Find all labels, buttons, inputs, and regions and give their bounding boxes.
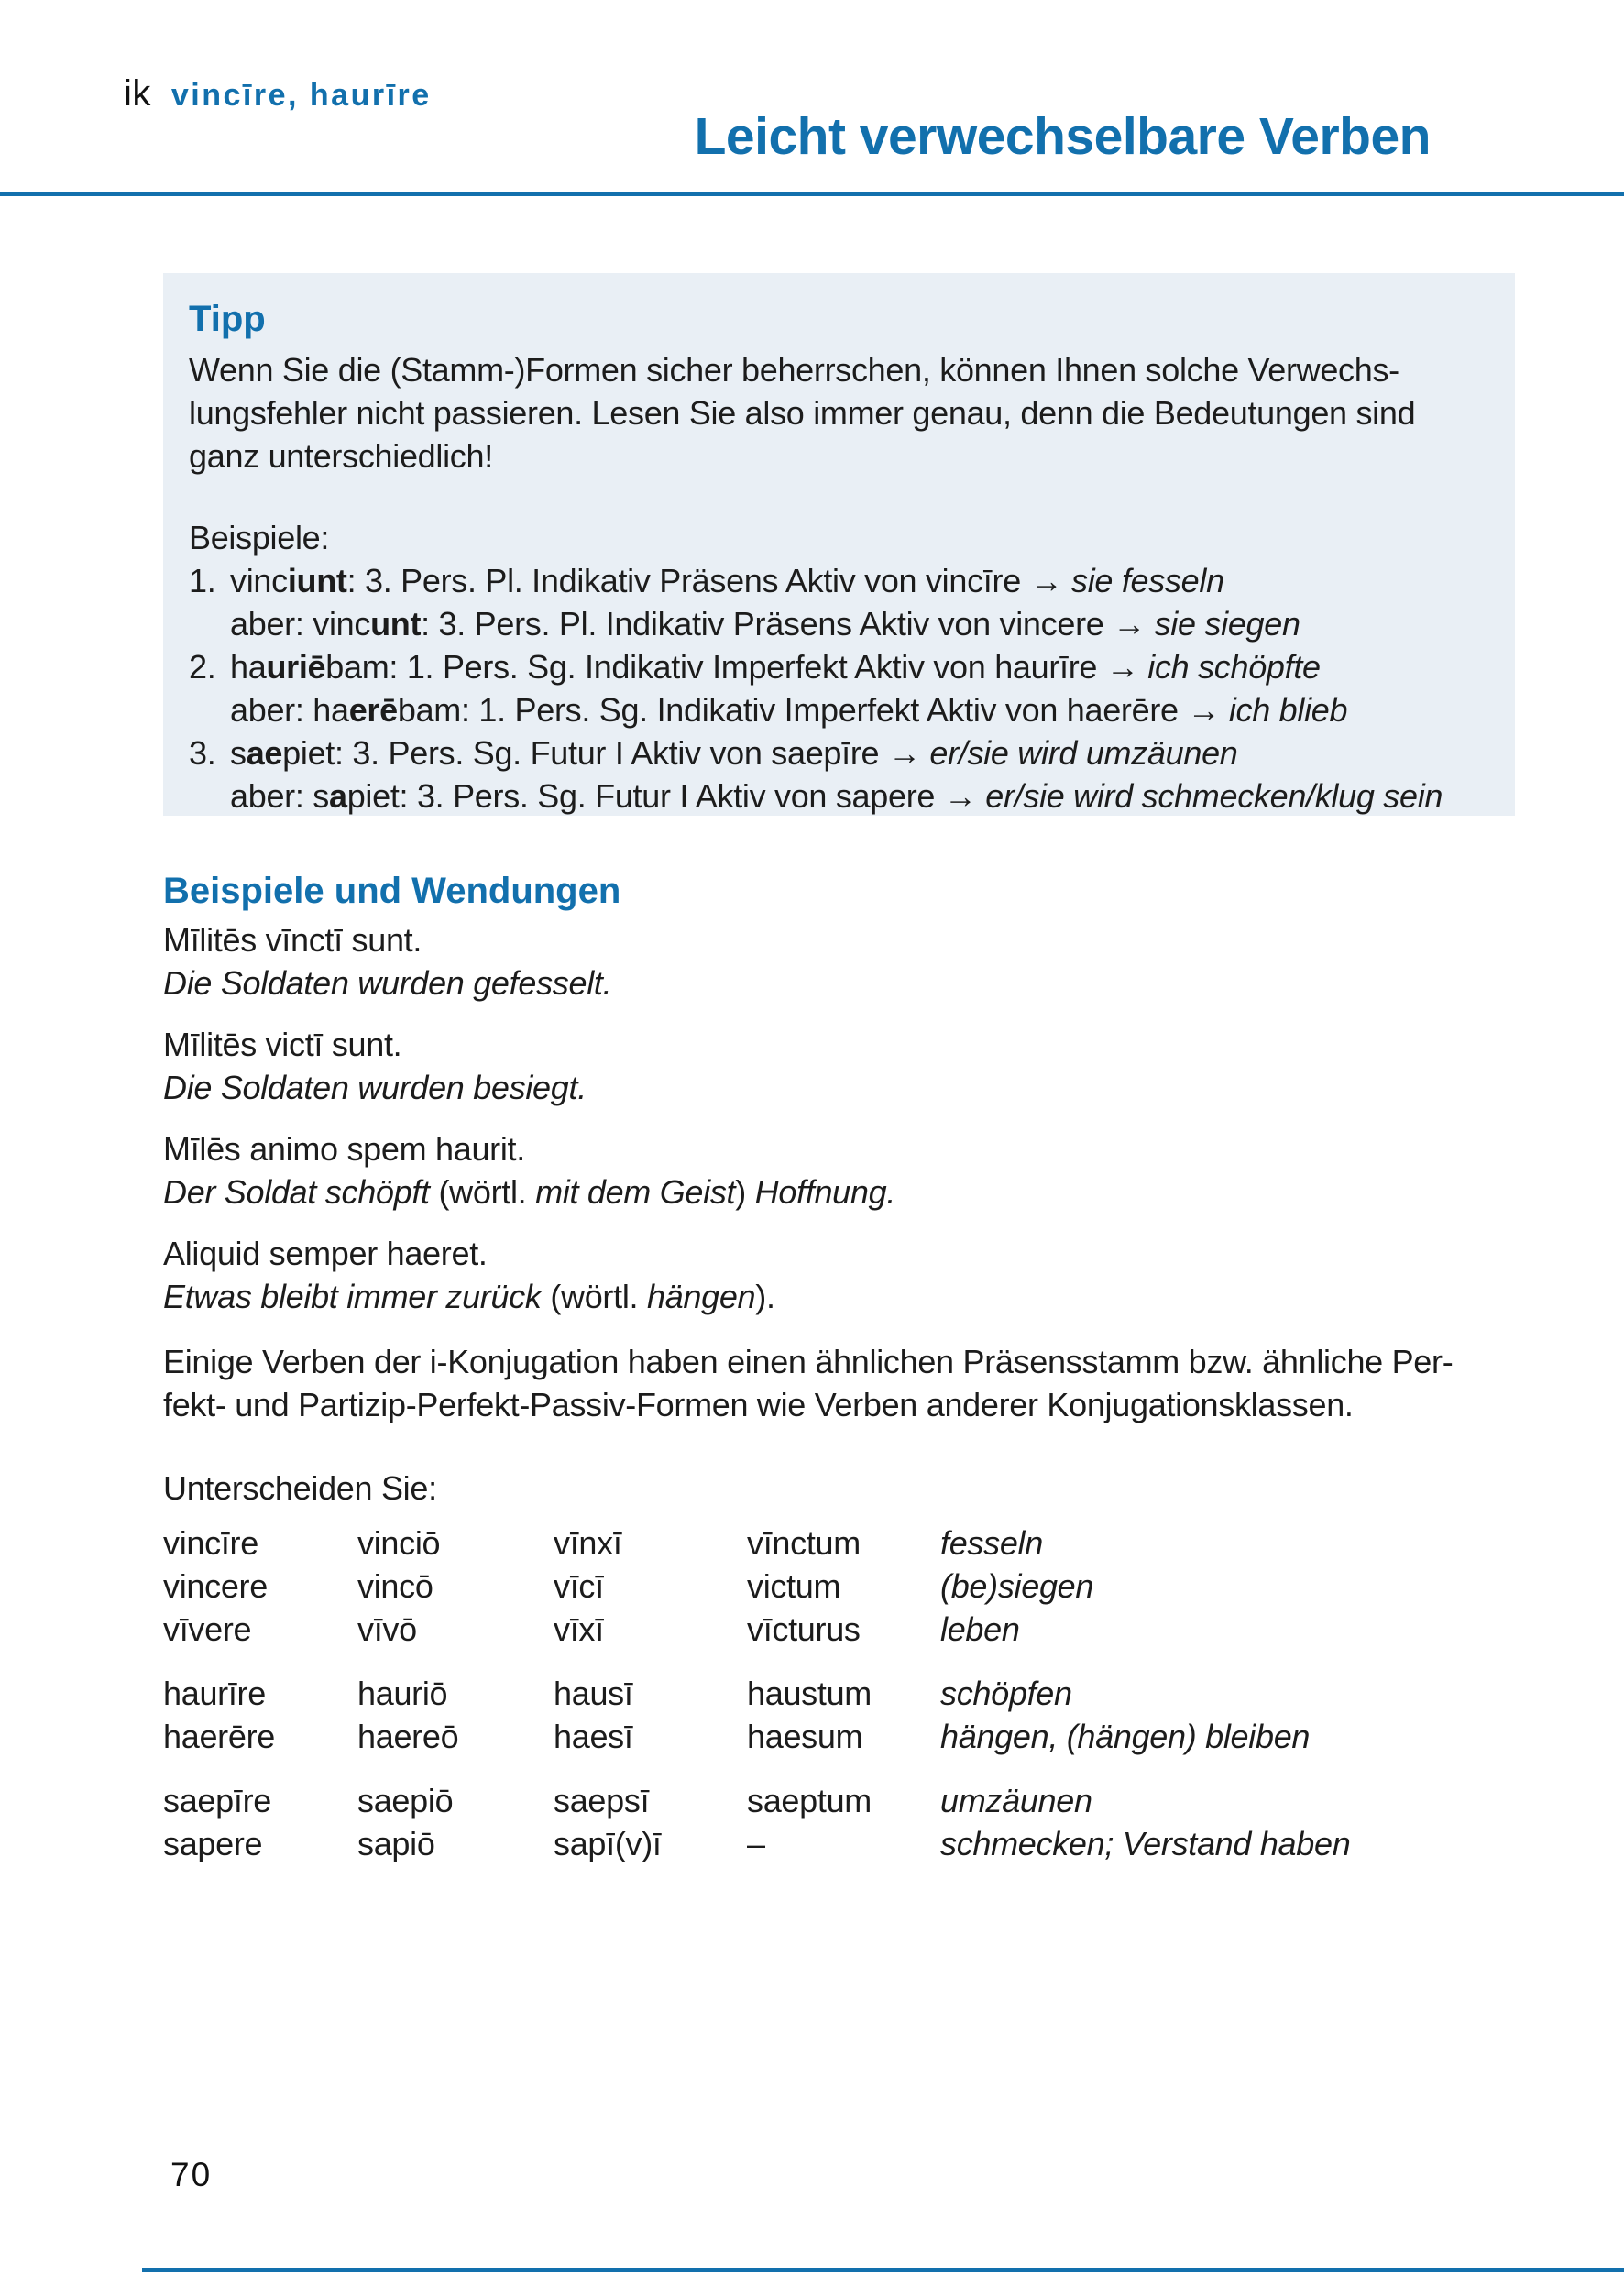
verb-perfect: vīnxī xyxy=(554,1524,622,1562)
verb-supine: victum xyxy=(747,1567,841,1605)
tip-paragraph-line: Wenn Sie die (Stamm-)Formen sicher beherrschen, können Ihnen solche Verwechs- xyxy=(189,351,1399,389)
verb-supine: vīnctum xyxy=(747,1524,861,1562)
verb-present: vincō xyxy=(357,1567,433,1605)
verb-present: sapiō xyxy=(357,1825,435,1862)
footer-rule xyxy=(142,2268,1624,2272)
german-translation: Die Soldaten wurden besiegt. xyxy=(163,1069,587,1106)
german-translation: Die Soldaten wurden gefesselt. xyxy=(163,964,612,1002)
verb-present: vinciō xyxy=(357,1524,441,1562)
example-text: saepiet: 3. Pers. Sg. Futur I Aktiv von saepīre → er/sie wird umzäunen xyxy=(230,734,1238,772)
verb-supine: haesum xyxy=(747,1718,863,1755)
verb-present: hauriō xyxy=(357,1675,448,1712)
verb-table-row xyxy=(163,1715,1515,1758)
german-translation: Der Soldat schöpft (wörtl. mit dem Geist) Hoffnung. xyxy=(163,1173,896,1211)
list-number: 3. xyxy=(189,734,216,772)
example-item-2-line-2: aber: haerēbam: 1. Pers. Sg. Indikativ Imperfekt Aktiv von haerēre → ich blieb xyxy=(230,691,1348,729)
verb-perfect: haesī xyxy=(554,1718,633,1755)
latin-sentence: Mīlitēs vīnctī sunt. xyxy=(163,921,422,959)
verb-table-row xyxy=(163,1779,1515,1822)
tip-paragraph-line: lungsfehler nicht passieren. Lesen Sie also immer genau, denn die Bedeutungen sind xyxy=(189,394,1416,432)
verb-meaning: (be)siegen xyxy=(940,1567,1094,1605)
phrase-pair xyxy=(163,1127,1515,1214)
conjugation-tag: ik xyxy=(124,73,151,114)
header-rule xyxy=(0,192,1624,196)
tip-box xyxy=(163,273,1515,816)
verb-table xyxy=(163,1521,1515,1865)
verb-supine: vīcturus xyxy=(747,1610,861,1648)
verb-infinitive: haurīre xyxy=(163,1675,266,1712)
examples-label: Beispiele: xyxy=(189,519,330,556)
distinguish-intro: Unterscheiden Sie: xyxy=(163,1469,437,1507)
verb-infinitive: sapere xyxy=(163,1825,263,1862)
page-title: Leicht verwechselbare Verben xyxy=(694,107,1431,166)
note-line: Einige Verben der i-Konjugation haben einen ähnlichen Präsensstamm bzw. ähnliche Per- xyxy=(163,1343,1454,1380)
example-item-1-line-2: aber: vincunt: 3. Pers. Pl. Indikativ Präsens Aktiv von vincere → sie siegen xyxy=(230,605,1300,643)
verb-meaning: schöpfen xyxy=(940,1675,1072,1712)
kicker-verbs: vincīre, haurīre xyxy=(170,78,432,113)
list-number: 1. xyxy=(189,562,216,599)
verb-table-row xyxy=(163,1565,1515,1608)
page-number: 70 xyxy=(170,2156,213,2193)
verb-table-row xyxy=(163,1521,1515,1565)
verb-meaning: fesseln xyxy=(940,1524,1043,1562)
page-content xyxy=(163,273,1515,1865)
example-item-3-line-2: aber: sapiet: 3. Pers. Sg. Futur I Aktiv von sapere → er/sie wird schmecken/klug sein xyxy=(230,777,1443,815)
verb-table-row xyxy=(163,1672,1515,1715)
verb-perfect: sapī(v)ī xyxy=(554,1825,662,1862)
verb-meaning: leben xyxy=(940,1610,1020,1648)
verb-meaning: schmecken; Verstand haben xyxy=(940,1825,1351,1862)
verb-present: saepiō xyxy=(357,1782,454,1819)
phrase-pair xyxy=(163,918,1515,1005)
verb-meaning: umzäunen xyxy=(940,1782,1092,1819)
verb-infinitive: vincere xyxy=(163,1567,268,1605)
list-number: 2. xyxy=(189,648,216,686)
verb-infinitive: saepīre xyxy=(163,1782,271,1819)
chapter-kicker xyxy=(124,73,432,115)
tip-heading: Tipp xyxy=(189,299,266,339)
note-line: fekt- und Partizip-Perfekt-Passiv-Formen wie Verben anderer Konjugationsklassen. xyxy=(163,1386,1354,1423)
latin-sentence: Aliquid semper haeret. xyxy=(163,1235,488,1272)
latin-sentence: Mīlitēs victī sunt. xyxy=(163,1026,402,1063)
verb-perfect: vīxī xyxy=(554,1610,604,1648)
verb-supine: – xyxy=(747,1825,765,1862)
verb-present: haereō xyxy=(357,1718,459,1755)
example-item-1-line-1 xyxy=(189,559,1487,602)
verb-table-row xyxy=(163,1608,1515,1651)
example-item-2-line-1 xyxy=(189,645,1487,688)
verb-perfect: saepsī xyxy=(554,1782,650,1819)
example-item-3-line-1 xyxy=(189,731,1487,774)
verb-infinitive: vincīre xyxy=(163,1524,258,1562)
note-paragraph xyxy=(163,1340,1515,1426)
verb-infinitive: haerēre xyxy=(163,1718,275,1755)
section-heading-wendungen: Beispiele und Wendungen xyxy=(163,871,621,911)
verb-infinitive: vīvere xyxy=(163,1610,252,1648)
verb-supine: haustum xyxy=(747,1675,872,1712)
phrase-pair xyxy=(163,1232,1515,1318)
latin-sentence: Mīlēs animo spem haurit. xyxy=(163,1130,525,1168)
german-translation: Etwas bleibt immer zurück (wörtl. hängen). xyxy=(163,1278,775,1315)
verb-meaning: hängen, (hängen) bleiben xyxy=(940,1718,1311,1755)
verb-supine: saeptum xyxy=(747,1782,872,1819)
verb-perfect: hausī xyxy=(554,1675,633,1712)
phrase-pair xyxy=(163,1023,1515,1109)
verb-perfect: vīcī xyxy=(554,1567,604,1605)
verb-present: vīvō xyxy=(357,1610,417,1648)
tip-paragraph-line: ganz unterschiedlich! xyxy=(189,437,493,475)
example-text: hauriēbam: 1. Pers. Sg. Indikativ Imperfekt Aktiv von haurīre → ich schöpfte xyxy=(230,648,1321,686)
verb-table-row xyxy=(163,1822,1515,1865)
example-text: vinciunt: 3. Pers. Pl. Indikativ Präsens Aktiv von vincīre → sie fesseln xyxy=(230,562,1224,599)
